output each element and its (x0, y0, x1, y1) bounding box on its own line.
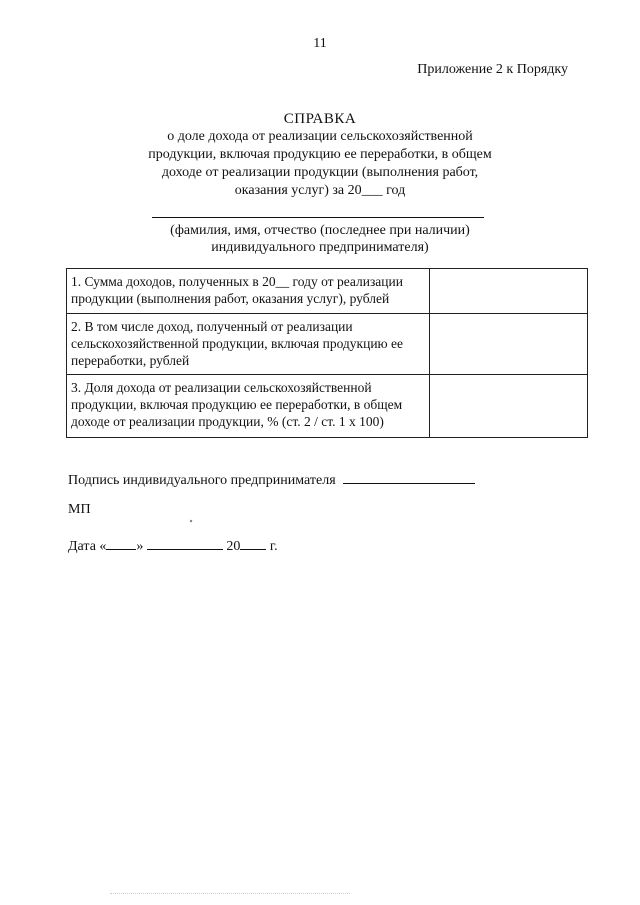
signature-field[interactable] (343, 469, 475, 484)
table-row (67, 269, 588, 314)
row-label-line: 3. Доля дохода от реализации сельскохозяйственной (71, 380, 372, 395)
title-line: оказания услуг) за 20___ год (234, 183, 406, 198)
row-value-cell[interactable] (430, 375, 588, 438)
full-name-field[interactable] (152, 217, 484, 218)
row-label (67, 314, 430, 375)
date-year-prefix: 20 (226, 539, 241, 554)
row-value-cell[interactable] (430, 314, 588, 375)
stamp-label: МП (68, 502, 91, 517)
date-close-quote: » (136, 539, 144, 554)
date-month-field[interactable] (147, 535, 223, 550)
full-name-caption (0, 222, 640, 256)
table-row (67, 314, 588, 375)
scan-edge-artifact (110, 893, 350, 894)
row-label (67, 269, 430, 314)
title-heading: СПРАВКА (283, 111, 357, 127)
caption-line: индивидуального предпринимателя) (211, 240, 429, 255)
row-label-line: продукции (выполнения работ, оказания услуг), рублей (71, 291, 390, 306)
caption-line: (фамилия, имя, отчество (последнее при наличии) (170, 223, 470, 238)
row-label-line: продукции, включая продукцию ее переработки, в общем (71, 397, 403, 412)
row-label-line: доходе от реализации продукции, % (ст. 2 / ст. 1 x 100) (71, 414, 384, 429)
date-suffix: г. (269, 539, 278, 554)
row-value-cell[interactable] (430, 269, 588, 314)
row-label-line: переработки, рублей (71, 353, 190, 368)
signature-block (68, 469, 475, 489)
date-day-field[interactable] (106, 535, 136, 550)
title-line: доходе от реализации продукции (выполнения работ, (161, 165, 479, 180)
page-number: 11 (313, 36, 327, 51)
row-label (67, 375, 430, 438)
date-prefix: Дата « (68, 539, 107, 554)
date-block (68, 535, 278, 555)
title-line: о доле дохода от реализации сельскохозяйственной (167, 129, 473, 144)
row-label-line: сельскохозяйственной продукции, включая продукцию ее (71, 336, 404, 351)
table-row (67, 375, 588, 438)
income-table (66, 268, 588, 438)
document-title (0, 110, 640, 200)
date-year-field[interactable] (240, 535, 266, 550)
row-label-line: 1. Сумма доходов, полученных в 20__ году от реализации (71, 274, 403, 289)
row-label-line: 2. В том числе доход, полученный от реализации (71, 319, 353, 334)
signature-label: Подпись индивидуального предпринимателя (68, 473, 336, 488)
scan-speck (190, 520, 193, 523)
title-line: продукции, включая продукцию ее переработки, в общем (148, 147, 492, 162)
appendix-reference: Приложение 2 к Порядку (417, 62, 568, 77)
